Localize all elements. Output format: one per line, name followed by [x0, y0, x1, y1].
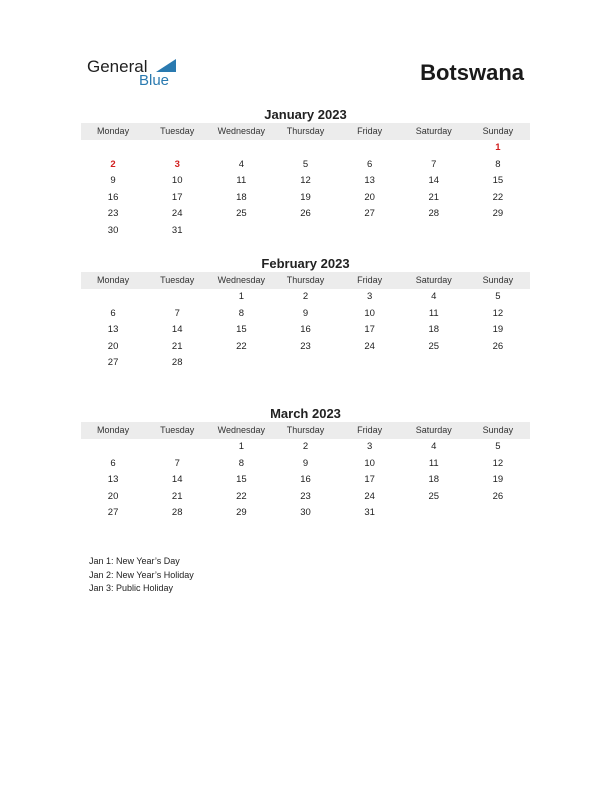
empty-day-cell [338, 223, 402, 240]
week-row [81, 489, 530, 506]
day-cell: 19 [492, 324, 504, 336]
day-cell: 28 [171, 507, 183, 519]
day-cell: 18 [236, 191, 247, 203]
weekday-header: Monday [97, 126, 130, 136]
day-cell: 14 [428, 175, 440, 187]
day-cell: 3 [366, 291, 373, 302]
day-cell: 10 [364, 457, 375, 469]
day-cell: 30 [107, 224, 119, 236]
weekday-header: Friday [357, 275, 383, 285]
week-row [81, 355, 530, 372]
day-cell: 25 [236, 208, 247, 220]
day-cell: 2 [302, 441, 309, 452]
day-cell: 25 [428, 490, 440, 502]
day-cell: 10 [364, 307, 375, 319]
day-cell: 27 [107, 507, 119, 519]
brand-logo [87, 55, 197, 95]
day-cell: 18 [428, 324, 440, 336]
day-cell: 1 [238, 441, 244, 452]
day-cell: 24 [171, 208, 183, 220]
month-calendar-march [81, 406, 530, 522]
empty-day-cell [209, 355, 273, 372]
day-cell: 13 [364, 175, 375, 187]
empty-day-cell [338, 140, 402, 157]
weekday-header: Sunday [482, 275, 514, 285]
day-cell: 6 [366, 158, 373, 170]
day-cell: 20 [107, 340, 119, 352]
day-cell: 20 [364, 191, 375, 203]
week-row [81, 456, 530, 473]
empty-day-cell [273, 223, 337, 240]
day-cell: 1 [238, 291, 244, 302]
weekday-header: Thursday [286, 275, 325, 285]
day-cell: 16 [107, 191, 119, 203]
day-cell: 23 [107, 208, 119, 220]
day-cell: 23 [300, 490, 311, 502]
week-row [81, 439, 530, 456]
empty-day-cell [273, 140, 337, 157]
day-cell: 24 [364, 340, 375, 352]
day-cell: 5 [302, 158, 309, 170]
week-row [81, 223, 530, 240]
day-cell: 11 [428, 457, 439, 469]
day-cell: 15 [236, 474, 247, 486]
day-cell: 9 [302, 457, 309, 469]
day-cell: 8 [238, 457, 244, 469]
empty-day-cell [466, 505, 530, 522]
holiday-notes [89, 555, 194, 596]
weeks-grid [81, 439, 530, 522]
month-calendar-february [81, 256, 530, 372]
day-cell: 22 [236, 340, 247, 352]
week-row [81, 157, 530, 174]
day-cell: 13 [107, 474, 119, 486]
week-row [81, 190, 530, 207]
country-title: Botswana [420, 60, 524, 85]
day-cell: 31 [364, 507, 375, 519]
week-row [81, 505, 530, 522]
day-cell: 29 [236, 507, 247, 519]
week-row [81, 306, 530, 323]
month-title: March 2023 [270, 406, 341, 421]
empty-day-cell [273, 355, 337, 372]
day-cell: 1 [495, 142, 501, 153]
day-cell: 12 [492, 457, 504, 469]
month-title: January 2023 [264, 107, 347, 122]
logo-word-blue: Blue [139, 72, 170, 89]
weekday-header: Saturday [415, 275, 452, 285]
day-cell: 15 [492, 175, 504, 187]
day-cell: 12 [300, 175, 311, 187]
empty-day-cell [209, 140, 273, 157]
day-cell: 26 [492, 490, 504, 502]
weekday-header: Saturday [415, 126, 452, 136]
day-cell: 22 [236, 490, 247, 502]
empty-day-cell [81, 439, 145, 456]
week-row [81, 289, 530, 306]
logo-word-general: General [87, 57, 148, 76]
weekday-header: Sunday [482, 126, 514, 136]
week-row [81, 140, 530, 157]
day-cell: 21 [171, 340, 183, 352]
day-cell: 3 [174, 158, 180, 170]
weekday-header: Wednesday [217, 425, 266, 435]
weekday-header-row [81, 272, 530, 289]
weekday-header: Wednesday [217, 126, 266, 136]
day-cell: 13 [107, 324, 119, 336]
weekday-header: Friday [357, 425, 383, 435]
day-cell: 2 [110, 158, 116, 170]
day-cell: 17 [364, 474, 375, 486]
weekday-header: Sunday [482, 425, 514, 435]
month-title: February 2023 [261, 256, 350, 271]
day-cell: 6 [110, 457, 116, 469]
day-cell: 11 [236, 175, 247, 187]
day-cell: 20 [107, 490, 119, 502]
empty-day-cell [145, 289, 209, 306]
day-cell: 9 [110, 175, 116, 187]
day-cell: 31 [171, 224, 183, 236]
day-cell: 22 [492, 191, 504, 203]
week-row [81, 173, 530, 190]
day-cell: 7 [431, 158, 437, 170]
weekday-header: Friday [357, 126, 383, 136]
day-cell: 9 [302, 307, 309, 319]
weekday-header: Thursday [286, 126, 325, 136]
day-cell: 26 [492, 340, 504, 352]
weekday-header: Thursday [286, 425, 325, 435]
day-cell: 17 [364, 324, 375, 336]
day-cell: 15 [236, 324, 247, 336]
holiday-note: Jan 1: New Year’s Day [89, 556, 180, 566]
month-calendar-january [81, 107, 530, 240]
empty-day-cell [145, 140, 209, 157]
day-cell: 21 [171, 490, 183, 502]
day-cell: 16 [300, 474, 311, 486]
day-cell: 21 [428, 191, 440, 203]
holiday-note: Jan 3: Public Holiday [89, 583, 174, 593]
day-cell: 8 [495, 158, 501, 170]
empty-day-cell [81, 289, 145, 306]
day-cell: 6 [110, 307, 116, 319]
weekday-header: Wednesday [217, 275, 266, 285]
day-cell: 17 [171, 191, 183, 203]
week-row [81, 206, 530, 223]
week-row [81, 322, 530, 339]
day-cell: 18 [428, 474, 440, 486]
empty-day-cell [402, 505, 466, 522]
day-cell: 4 [431, 291, 437, 302]
day-cell: 27 [107, 357, 119, 369]
empty-day-cell [145, 439, 209, 456]
day-cell: 12 [492, 307, 504, 319]
day-cell: 8 [238, 307, 244, 319]
weekday-header: Monday [97, 275, 130, 285]
weekday-header: Saturday [415, 425, 452, 435]
week-row [81, 339, 530, 356]
weekday-header: Monday [97, 425, 130, 435]
day-cell: 5 [495, 441, 501, 452]
empty-day-cell [466, 355, 530, 372]
weekday-header-row [81, 123, 530, 140]
weekday-header: Tuesday [160, 425, 195, 435]
day-cell: 2 [302, 291, 309, 302]
day-cell: 14 [171, 324, 183, 336]
empty-day-cell [81, 140, 145, 157]
weekday-header: Tuesday [160, 126, 195, 136]
day-cell: 4 [238, 158, 244, 170]
weeks-grid [81, 140, 530, 240]
day-cell: 7 [174, 307, 180, 319]
day-cell: 5 [495, 291, 501, 302]
day-cell: 7 [174, 457, 180, 469]
day-cell: 23 [300, 340, 311, 352]
day-cell: 26 [300, 208, 311, 220]
day-cell: 30 [300, 507, 311, 519]
day-cell: 4 [431, 441, 437, 452]
day-cell: 25 [428, 340, 440, 352]
day-cell: 28 [428, 208, 440, 220]
day-cell: 29 [492, 208, 504, 220]
day-cell: 28 [171, 357, 183, 369]
weekday-header-row [81, 422, 530, 439]
weeks-grid [81, 289, 530, 372]
logo-flag-icon [156, 59, 176, 72]
holiday-note: Jan 2: New Year’s Holiday [89, 569, 194, 580]
day-cell: 27 [364, 208, 375, 220]
week-row [81, 472, 530, 489]
day-cell: 24 [364, 490, 375, 502]
empty-day-cell [402, 140, 466, 157]
day-cell: 16 [300, 324, 311, 336]
weekday-header: Tuesday [160, 275, 195, 285]
empty-day-cell [402, 355, 466, 372]
day-cell: 3 [366, 441, 373, 452]
day-cell: 10 [171, 175, 183, 187]
empty-day-cell [338, 355, 402, 372]
day-cell: 14 [171, 474, 183, 486]
empty-day-cell [466, 223, 530, 240]
day-cell: 11 [428, 307, 439, 319]
day-cell: 19 [300, 191, 311, 203]
empty-day-cell [402, 223, 466, 240]
day-cell: 19 [492, 474, 504, 486]
empty-day-cell [209, 223, 273, 240]
